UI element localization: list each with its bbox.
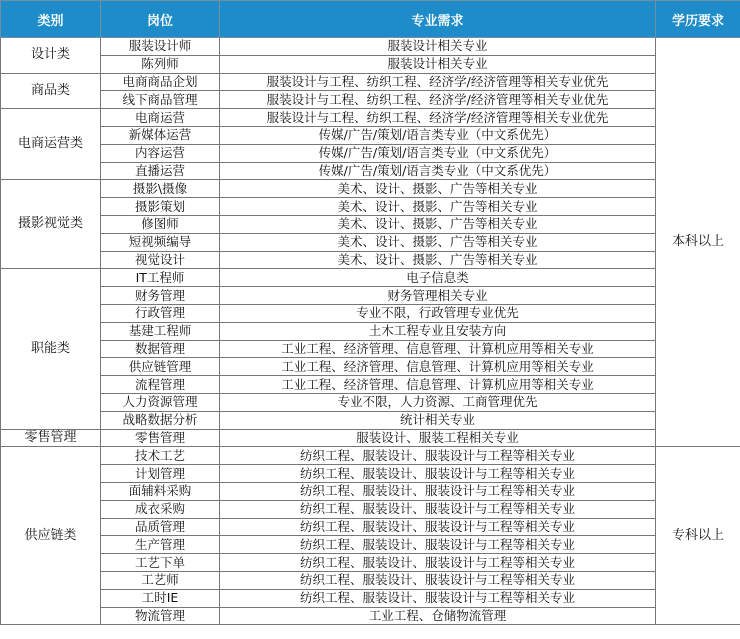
major-cell: 服装设计与工程、纺织工程、经济学/经济管理等相关专业优先 <box>220 73 656 91</box>
table-row <box>1 340 740 358</box>
position-cell: 基建工程师 <box>101 322 220 340</box>
table-row <box>1 447 740 465</box>
major-cell: 美术、设计、摄影、广告等相关专业 <box>220 215 656 233</box>
major-cell: 美术、设计、摄影、广告等相关专业 <box>220 233 656 251</box>
education-cell: 本科以上 <box>656 38 740 447</box>
category-cell: 零售管理 <box>1 429 101 447</box>
position-cell: 数据管理 <box>101 340 220 358</box>
table-row <box>1 233 740 251</box>
table-row <box>1 126 740 144</box>
major-cell: 服装设计、服装工程相关专业 <box>220 429 656 447</box>
education-cell: 专科以上 <box>656 447 740 625</box>
position-cell: 生产管理 <box>101 536 220 554</box>
header-position: 岗位 <box>101 1 220 38</box>
major-cell: 纺织工程、服装设计、服装设计与工程等相关专业 <box>220 589 656 607</box>
major-cell: 美术、设计、摄影、广告等相关专业 <box>220 251 656 269</box>
table-row <box>1 73 740 91</box>
major-cell: 纺织工程、服装设计、服装设计与工程等相关专业 <box>220 554 656 572</box>
major-cell: 美术、设计、摄影、广告等相关专业 <box>220 198 656 216</box>
position-cell: 成衣采购 <box>101 500 220 518</box>
table-row <box>1 215 740 233</box>
position-cell: IT工程师 <box>101 269 220 287</box>
major-cell: 纺织工程、服装设计、服装设计与工程等相关专业 <box>220 571 656 589</box>
major-cell: 专业不限，行政管理专业优先 <box>220 304 656 322</box>
position-cell: 计划管理 <box>101 465 220 483</box>
table-row <box>1 251 740 269</box>
position-cell: 工艺下单 <box>101 554 220 572</box>
major-cell: 服装设计与工程、纺织工程、经济学/经济管理等相关专业优先 <box>220 91 656 109</box>
position-cell: 工时IE <box>101 589 220 607</box>
position-cell: 品质管理 <box>101 518 220 536</box>
position-cell: 财务管理 <box>101 287 220 305</box>
category-cell: 商品类 <box>1 73 101 109</box>
table-row <box>1 571 740 589</box>
position-cell: 物流管理 <box>101 607 220 625</box>
table-row <box>1 322 740 340</box>
major-cell: 传媒/广告/策划/语言类专业（中文系优先） <box>220 144 656 162</box>
position-cell: 供应链管理 <box>101 358 220 376</box>
table-row <box>1 162 740 180</box>
major-cell: 纺织工程、服装设计、服装设计与工程等相关专业 <box>220 536 656 554</box>
major-cell: 纺织工程、服装设计、服装设计与工程等相关专业 <box>220 518 656 536</box>
major-cell: 电子信息类 <box>220 269 656 287</box>
position-cell: 行政管理 <box>101 304 220 322</box>
position-cell: 线下商品管理 <box>101 91 220 109</box>
category-cell: 供应链类 <box>1 447 101 625</box>
position-cell: 面辅料采购 <box>101 482 220 500</box>
table-row <box>1 589 740 607</box>
table-row <box>1 536 740 554</box>
table-row <box>1 465 740 483</box>
table-row <box>1 304 740 322</box>
major-cell: 财务管理相关专业 <box>220 287 656 305</box>
table-row <box>1 269 740 287</box>
position-cell: 直播运营 <box>101 162 220 180</box>
position-cell: 新媒体运营 <box>101 126 220 144</box>
table-row <box>1 518 740 536</box>
major-cell: 服装设计与工程、纺织工程、经济学/经济管理等相关专业优先 <box>220 109 656 127</box>
position-cell: 战略数据分析 <box>101 411 220 429</box>
position-cell: 视觉设计 <box>101 251 220 269</box>
major-cell: 纺织工程、服装设计、服装设计与工程等相关专业 <box>220 465 656 483</box>
table-row <box>1 287 740 305</box>
header-education: 学历要求 <box>656 1 740 38</box>
table-row <box>1 38 740 56</box>
table-row <box>1 91 740 109</box>
position-cell: 流程管理 <box>101 376 220 394</box>
major-cell: 工业工程、经济管理、信息管理、计算机应用等相关专业 <box>220 376 656 394</box>
table-row <box>1 411 740 429</box>
major-cell: 美术、设计、摄影、广告等相关专业 <box>220 180 656 198</box>
table-row <box>1 109 740 127</box>
major-cell: 传媒/广告/策划/语言类专业（中文系优先） <box>220 162 656 180</box>
major-cell: 工业工程、经济管理、信息管理、计算机应用等相关专业 <box>220 340 656 358</box>
table-row <box>1 180 740 198</box>
position-cell: 摄影\摄像 <box>101 180 220 198</box>
position-cell: 电商运营 <box>101 109 220 127</box>
major-cell: 传媒/广告/策划/语言类专业（中文系优先） <box>220 126 656 144</box>
category-cell: 电商运营类 <box>1 109 101 180</box>
table-row <box>1 144 740 162</box>
header-major: 专业需求 <box>220 1 656 38</box>
table-row <box>1 607 740 625</box>
major-cell: 纺织工程、服装设计、服装设计与工程等相关专业 <box>220 482 656 500</box>
major-cell: 工业工程、仓储物流管理 <box>220 607 656 625</box>
major-cell: 服装设计相关专业 <box>220 55 656 73</box>
major-cell: 土木工程专业且安装方向 <box>220 322 656 340</box>
position-cell: 服装设计师 <box>101 38 220 56</box>
major-cell: 服装设计相关专业 <box>220 38 656 56</box>
header-category: 类别 <box>1 1 101 38</box>
major-cell: 统计相关专业 <box>220 411 656 429</box>
major-cell: 专业不限，人力资源、工商管理优先 <box>220 393 656 411</box>
position-cell: 工艺师 <box>101 571 220 589</box>
category-cell: 设计类 <box>1 38 101 74</box>
table-row <box>1 393 740 411</box>
table-row <box>1 554 740 572</box>
table-row <box>1 198 740 216</box>
table-row <box>1 55 740 73</box>
position-cell: 人力资源管理 <box>101 393 220 411</box>
major-cell: 纺织工程、服装设计、服装设计与工程等相关专业 <box>220 500 656 518</box>
table-row <box>1 429 740 447</box>
position-cell: 零售管理 <box>101 429 220 447</box>
major-cell: 纺织工程、服装设计、服装设计与工程等相关专业 <box>220 447 656 465</box>
position-cell: 陈列师 <box>101 55 220 73</box>
category-cell: 摄影视觉类 <box>1 180 101 269</box>
major-cell: 工业工程、经济管理、信息管理、计算机应用等相关专业 <box>220 358 656 376</box>
position-cell: 技术工艺 <box>101 447 220 465</box>
position-cell: 内容运营 <box>101 144 220 162</box>
position-cell: 摄影策划 <box>101 198 220 216</box>
table-row <box>1 482 740 500</box>
position-cell: 电商商品企划 <box>101 73 220 91</box>
category-cell: 职能类 <box>1 269 101 429</box>
table-body <box>1 38 740 625</box>
table-row <box>1 358 740 376</box>
table-row <box>1 500 740 518</box>
position-cell: 短视频编导 <box>101 233 220 251</box>
table-row <box>1 376 740 394</box>
position-cell: 修图师 <box>101 215 220 233</box>
header-row <box>1 1 740 38</box>
